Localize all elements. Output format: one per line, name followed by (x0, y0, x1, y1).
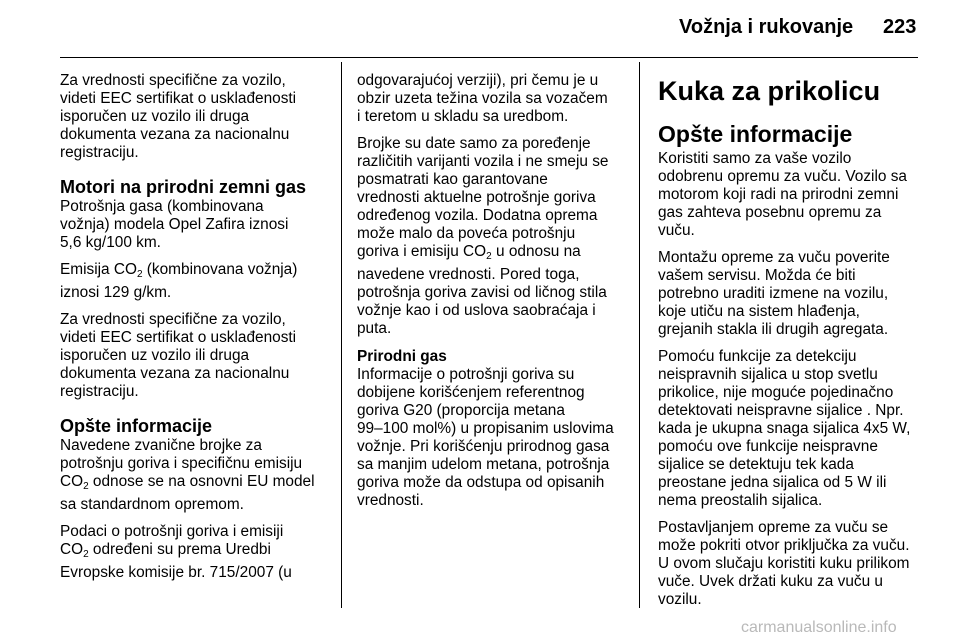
text-line: kada je ukupna snaga sijalica 4x5 W, (658, 420, 911, 437)
text-fragment: CO (60, 473, 84, 490)
paragraph (60, 261, 340, 302)
text-line: neispravnih sijalica u stop svetlu (658, 366, 878, 383)
text-fragment: CO (60, 541, 84, 558)
text-line: Informacije o potrošnji goriva su (357, 366, 575, 383)
text-line: dobijene korišćenjem referentnog (357, 384, 585, 401)
text-line: Navedene zvanične brojke za (60, 437, 262, 454)
watermark-text: carmanualsonline.info (741, 619, 897, 636)
page-number: 223 (883, 16, 917, 38)
text-line: Postavljanjem opreme za vuču se (658, 519, 889, 536)
text-line: odgovarajućoj verziji), pri čemu je u (357, 72, 599, 89)
text-line: Montažu opreme za vuču poverite (658, 249, 890, 266)
column-divider-2 (639, 62, 640, 608)
text-line: različitih varijanti vozila i ne smeju se (357, 153, 609, 170)
paragraph (60, 437, 340, 514)
text-line: može pokriti otvor priključka za vuču. (658, 537, 910, 554)
text-fragment: (kombinovana vožnja) (142, 261, 298, 278)
text-line: vuču. (658, 222, 695, 239)
text-line: vrednosti aktuelne potrošnje goriva (357, 189, 596, 206)
paragraph (60, 311, 340, 401)
text-line: registraciju. (60, 383, 139, 400)
text-line: potrošnju goriva i specifičnu emisiju (60, 455, 303, 472)
text-line: grejanih stakla ili drugih agregata. (658, 321, 889, 338)
subscript: 2 (83, 549, 89, 560)
paragraph (357, 72, 629, 126)
text-line: goriva G20 (proporcija metana (357, 402, 565, 419)
text-line: detektovati neispravne sijalice . Npr. (658, 402, 904, 419)
text-line: dokumenta vezana za nacionalnu (60, 126, 290, 143)
text-line: gas zahteva posebnu opremu za (658, 204, 882, 221)
text-line: vožnja) modela Opel Zafira iznosi (60, 216, 289, 233)
text-line: Za vrednosti specifične za vozilo, (60, 311, 286, 328)
chapter-heading-tow-hitch: Kuka za prikolicu (658, 76, 881, 106)
text-line: vuče. Uvek držati kuku za vuču u (658, 573, 883, 590)
text-line: vozilu. (658, 591, 702, 608)
text-line: motorom koji radi na prirodni zemni (658, 186, 899, 203)
column-divider-1 (341, 62, 342, 608)
paragraph (60, 523, 340, 582)
subheading-natural-gas: Prirodni gas (357, 348, 447, 365)
section-heading-general-info: Opšte informacije (658, 121, 853, 147)
text-line: isporučen uz vozilo ili druga (60, 347, 250, 364)
text-line: vožnje. Pri korišćenju prirodnog gasa (357, 438, 610, 455)
text-line: odobrenu opremu za vuču. Vozilo sa (658, 168, 907, 185)
text-fragment: Emisija CO (60, 261, 137, 278)
text-line: Koristiti samo za vaše vozilo (658, 150, 852, 167)
text-fragment: u odnosu na (491, 243, 581, 260)
text-line: Pomoću funkcije za detekciju (658, 348, 857, 365)
paragraph (658, 249, 928, 339)
text-line (60, 541, 340, 564)
text-line: može malo da poveća potrošnju (357, 225, 576, 242)
text-line: puta. (357, 320, 392, 337)
text-line: nema preostalih sijalica. (658, 492, 823, 509)
text-fragment: goriva i emisiju CO (357, 243, 487, 260)
paragraph (357, 135, 629, 338)
text-line: potrošnja goriva zavisi od ličnog stila (357, 284, 607, 301)
text-line: Za vrednosti specifične za vozilo, (60, 72, 286, 89)
text-line: i teretom u skladu sa uredbom. (357, 108, 569, 125)
section-heading-natural-gas-engines: Motori na prirodni zemni gas (60, 177, 307, 197)
column-1 (60, 72, 340, 591)
text-line: vožnje kao i od uslova saobraćaja i (357, 302, 596, 319)
paragraph (658, 519, 928, 609)
header-rule (60, 57, 918, 58)
subscript: 2 (83, 481, 89, 492)
text-line: preostane jedna sijalica od 5 W ili (658, 474, 887, 491)
running-header-title: Vožnja i rukovanje (679, 16, 854, 38)
paragraph (60, 198, 340, 252)
text-line: 5,6 kg/100 km. (60, 234, 161, 251)
text-line: sijalice se detektuju tek kada (658, 456, 854, 473)
text-line: vašem servisu. Možda će biti (658, 267, 856, 284)
text-line: registraciju. (60, 144, 139, 161)
text-line: navedene vrednosti. Pored toga, (357, 266, 580, 283)
subscript: 2 (486, 251, 492, 262)
column-3 (658, 74, 928, 618)
subscript: 2 (136, 269, 143, 280)
paragraph (658, 150, 928, 240)
text-line: potrebno uraditi izmene na vozilu, (658, 285, 889, 302)
text-line: iznosi 129 g/km. (60, 284, 172, 301)
text-line: Evropske komisije br. 715/2007 (u (60, 564, 292, 581)
text-line: videti EEC sertifikat o usklađenosti (60, 329, 297, 346)
section-heading-general-info: Opšte informacije (60, 416, 213, 436)
text-line: obzir uzeta težina vozila sa vozačem (357, 90, 608, 107)
text-line: Podaci o potrošnji goriva i emisiji (60, 523, 284, 540)
column-2 (357, 72, 629, 519)
text-line: pomoću ove funkcije neispravne (658, 438, 878, 455)
text-line: koje utiču na sistem hlađenja, (658, 303, 860, 320)
text-line: dokumenta vezana za nacionalnu (60, 365, 290, 382)
text-line: sa manjim udelom metana, potrošnja (357, 456, 610, 473)
text-line: prikolice, nije moguće pojedinačno (658, 384, 894, 401)
text-line: goriva može da odstupa od opisanih (357, 474, 605, 491)
text-line (60, 473, 340, 496)
text-line: određenog vozila. Dodatna oprema (357, 207, 598, 224)
paragraph (60, 72, 340, 162)
text-line: videti EEC sertifikat o usklađenosti (60, 90, 297, 107)
text-fragment: određeni su prema Uredbi (88, 541, 271, 558)
text-line: U ovom slučaju koristiti kuku prilikom (658, 555, 910, 572)
text-line: 99–100 mol%) u propisanim uslovima (357, 420, 614, 437)
text-line: Potrošnja gasa (kombinovana (60, 198, 264, 215)
text-line (357, 243, 629, 266)
text-line (60, 261, 340, 284)
paragraph (658, 348, 928, 510)
text-line: isporučen uz vozilo ili druga (60, 108, 250, 125)
text-line: posmatrati kao garantovane (357, 171, 548, 188)
text-line: vrednosti. (357, 492, 424, 509)
paragraph (357, 366, 629, 510)
text-fragment: odnose se na osnovni EU model (88, 473, 315, 490)
text-line: sa standardnom opremom. (60, 496, 244, 513)
text-line: Brojke su date samo za poređenje (357, 135, 591, 152)
